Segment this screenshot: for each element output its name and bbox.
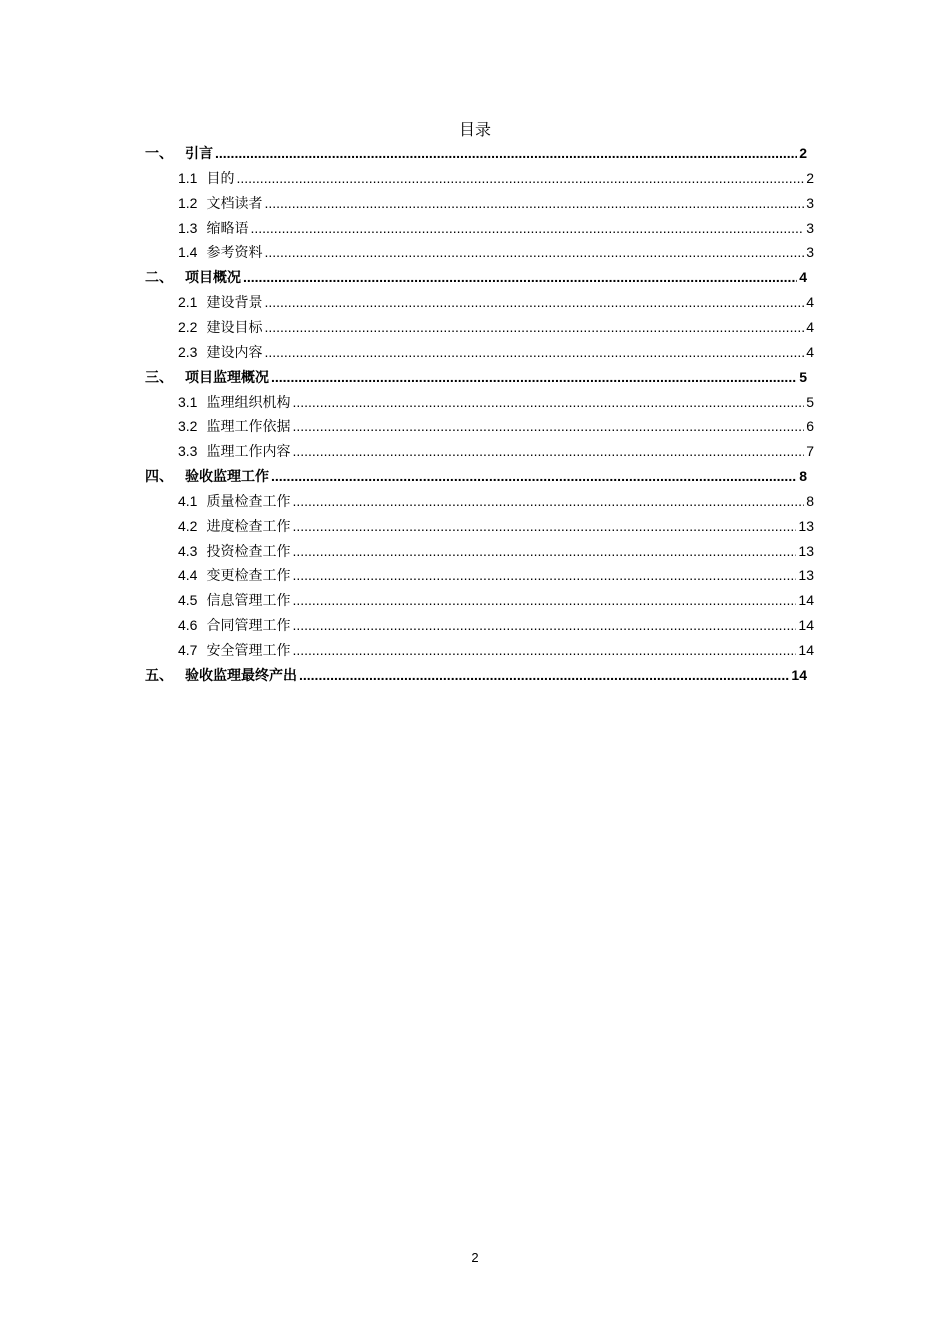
toc-entry-number: 1.4 [178, 244, 198, 261]
toc-entry-page: 5 [806, 393, 814, 410]
toc-entry-label: 建设内容 [206, 343, 263, 360]
toc-entry-page: 7 [806, 443, 814, 460]
toc-entry[interactable] [145, 142, 807, 164]
toc-entry[interactable] [178, 564, 814, 586]
toc-entry-number: 1.3 [178, 219, 198, 236]
toc-entry-page: 3 [806, 194, 814, 211]
toc-leader-dots [264, 291, 804, 313]
toc-entry[interactable] [178, 291, 814, 313]
toc-entry-page: 14 [798, 592, 814, 609]
toc-entry[interactable] [178, 540, 814, 562]
toc-entry-label: 监理工作依据 [206, 418, 291, 435]
toc-entry[interactable] [178, 490, 814, 512]
toc-entry-number: 3.2 [178, 418, 198, 435]
toc-entry-number: 3.1 [178, 393, 198, 410]
toc-entry[interactable] [178, 167, 814, 189]
toc-entry-page: 14 [798, 617, 814, 634]
toc-entry[interactable] [178, 440, 814, 462]
toc-entry-page: 4 [799, 269, 807, 286]
toc-entry[interactable] [145, 266, 807, 288]
toc-entry-label: 参考资料 [206, 244, 263, 261]
toc-entry-label: 建设背景 [206, 294, 263, 311]
toc-entry-page: 3 [806, 219, 814, 236]
toc-entry-label: 项目监理概况 [185, 368, 269, 385]
toc-entry-page: 14 [798, 642, 814, 658]
toc-entry[interactable] [178, 217, 814, 239]
toc-entry-label: 缩略语 [206, 219, 249, 236]
toc-leader-dots [264, 192, 804, 214]
toc-entry-page: 8 [799, 468, 807, 485]
toc-leader-dots [264, 341, 804, 363]
toc-entry-page: 13 [798, 567, 814, 584]
toc-leader-dots [292, 391, 804, 413]
toc-entry[interactable] [145, 664, 807, 686]
toc-entry-page: 5 [799, 368, 807, 385]
toc-entry[interactable] [178, 241, 814, 263]
toc-entry-number: 一、 [145, 145, 173, 161]
toc-entry-number: 4.7 [178, 642, 198, 658]
toc-entry[interactable] [178, 341, 814, 363]
toc-entry-label: 监理工作内容 [206, 443, 291, 460]
toc-entry-number: 2.3 [178, 343, 198, 360]
toc-entry-number: 3.3 [178, 443, 198, 460]
toc-leader-dots [264, 316, 804, 338]
toc-entry-label: 验收监理工作 [185, 468, 269, 485]
toc-entry[interactable] [178, 614, 814, 636]
toc-entry-page: 2 [799, 145, 807, 161]
toc-entry[interactable] [178, 391, 814, 413]
toc-entry-label: 合同管理工作 [206, 617, 291, 634]
toc-leader-dots [292, 490, 804, 512]
toc-entry-number: 二、 [145, 269, 173, 286]
toc-leader-dots [299, 664, 789, 686]
toc-entry-page: 13 [798, 517, 814, 534]
toc-entry[interactable] [178, 515, 814, 537]
toc-entry-number: 2.2 [178, 318, 198, 335]
toc-entry-label: 监理组织机构 [206, 393, 291, 410]
toc-entry[interactable] [145, 366, 807, 388]
toc-entry-number: 四、 [145, 468, 173, 485]
toc-leader-dots [292, 540, 796, 562]
toc-entry[interactable] [178, 192, 814, 214]
toc-leader-dots [264, 241, 804, 263]
toc-entry-number: 4.4 [178, 567, 198, 584]
toc-entry-number: 1.1 [178, 169, 198, 186]
page-number: 2 [471, 1250, 479, 1265]
toc-entry-number: 五、 [145, 666, 173, 683]
toc-leader-dots [271, 366, 797, 388]
toc-entry[interactable] [145, 465, 807, 487]
toc-entry-page: 14 [791, 666, 807, 683]
toc-leader-dots [215, 142, 797, 164]
toc-entry-label: 验收监理最终产出 [185, 666, 297, 683]
toc-entry-page: 3 [806, 244, 814, 261]
toc-entry-label: 质量检查工作 [206, 492, 291, 509]
toc-entry-page: 4 [806, 294, 814, 311]
toc-entry-number: 4.5 [178, 592, 198, 609]
toc-leader-dots [243, 266, 797, 288]
toc-title: 目录 [458, 120, 491, 139]
toc-entry[interactable] [178, 415, 814, 437]
toc-entry[interactable] [178, 589, 814, 611]
toc-leader-dots [292, 589, 796, 611]
toc-entry-number: 4.3 [178, 542, 198, 559]
toc-leader-dots [292, 614, 796, 636]
toc-leader-dots [236, 167, 804, 189]
toc-entry-label: 文档读者 [206, 194, 263, 211]
toc-entry-page: 4 [806, 318, 814, 335]
toc-entry-number: 4.2 [178, 517, 198, 534]
toc-leader-dots [292, 564, 796, 586]
toc-entry-label: 信息管理工作 [206, 592, 291, 609]
toc-entry-label: 变更检查工作 [206, 567, 291, 584]
toc-entry-page: 8 [806, 492, 814, 509]
toc-entry-label: 进度检查工作 [206, 517, 291, 534]
toc-entry-label: 建设目标 [206, 318, 263, 335]
toc-leader-dots [292, 440, 804, 462]
toc-entry-page: 13 [798, 542, 814, 559]
toc-entry-number: 4.1 [178, 492, 198, 509]
toc-entry-page: 6 [806, 418, 814, 435]
toc-entry-label: 投资检查工作 [206, 542, 291, 559]
toc-leader-dots [271, 465, 797, 487]
toc-entry-page: 4 [806, 343, 814, 360]
toc-entry-label: 引言 [185, 145, 213, 161]
toc-entry-number: 三、 [145, 368, 173, 385]
toc-entry-page: 2 [806, 169, 814, 186]
toc-entry-number: 1.2 [178, 194, 198, 211]
toc-entry-number: 4.6 [178, 617, 198, 634]
toc-entry-label: 项目概况 [185, 269, 241, 286]
toc-entry-label: 安全管理工作 [206, 642, 291, 658]
toc-leader-dots [292, 515, 796, 537]
toc-entry[interactable] [178, 316, 814, 338]
toc-leader-dots [250, 217, 804, 239]
toc-entry[interactable] [178, 639, 814, 661]
toc-entry-number: 2.1 [178, 294, 198, 311]
toc-leader-dots [292, 639, 796, 661]
toc-leader-dots [292, 415, 804, 437]
toc-entry-label: 目的 [206, 169, 235, 186]
